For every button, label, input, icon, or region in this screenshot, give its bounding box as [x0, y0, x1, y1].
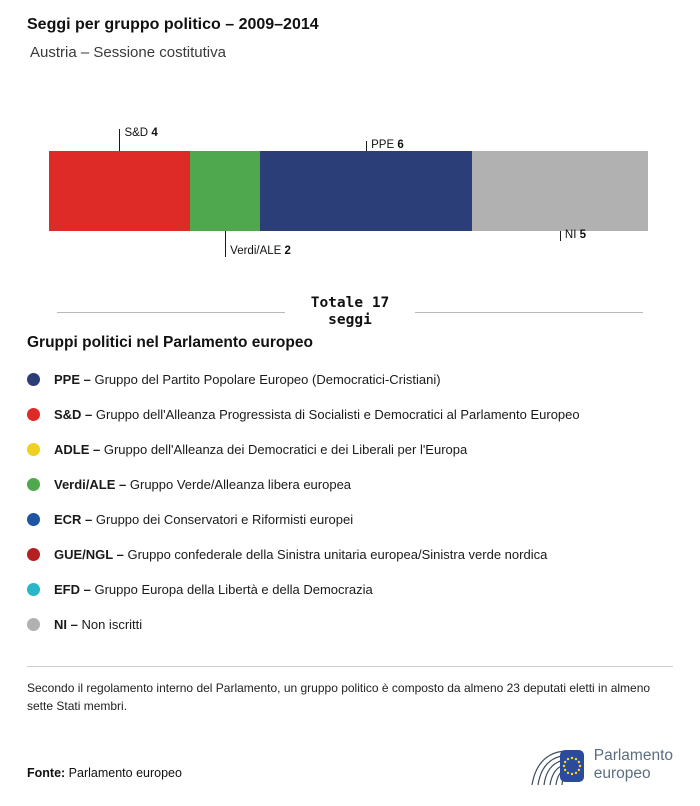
legend-label-ni: NI – Non iscritti [54, 616, 143, 632]
ep-hemicycle-icon [531, 744, 585, 786]
logo-wordmark-line1: Parlamento [593, 747, 673, 765]
legend-dot-verdi-ale [27, 478, 40, 491]
total-seats-line1: Totale 17 [310, 295, 390, 311]
seat-chart [49, 121, 648, 267]
legend-item-adle [27, 442, 673, 457]
bar-segment-verdi-ale[interactable] [190, 151, 260, 231]
legend-heading: Gruppi politici nel Parlamento europeo [27, 333, 313, 351]
bar-label-ni: NI 5 [564, 229, 587, 241]
legend-dot-ppe [27, 373, 40, 386]
callout-tick-ni [560, 231, 561, 241]
legend-item-s-d [27, 407, 673, 422]
legend-item-ecr [27, 512, 673, 527]
legend-item-ni [27, 617, 673, 632]
legend-item-ppe [27, 372, 673, 387]
bar-segment-ni[interactable] [472, 151, 648, 231]
bar-segment-ppe[interactable] [260, 151, 471, 231]
footnote-text: Secondo il regolamento interno del Parlamento, un gruppo politico è composto da almeno 23 deputati eletti in almeno sette Stati membri. [27, 680, 651, 714]
legend-label-efd: EFD – Gruppo Europa della Libertà e della Democrazia [54, 581, 373, 597]
legend-label-verdi-ale: Verdi/ALE – Gruppo Verde/Alleanza libera europea [54, 476, 352, 492]
source-value: Parlamento europeo [68, 765, 182, 780]
legend-dot-ni [27, 618, 40, 631]
total-seats-caption [285, 295, 416, 330]
total-seats-line2: seggi [328, 312, 372, 329]
legend-label-s-d: S&D – Gruppo dell'Alleanza Progressista di Socialisti e Democratici al Parlamento Europeo [54, 406, 580, 422]
page-subtitle: Austria – Sessione costitutiva [30, 44, 226, 61]
source-label: Fonte: [27, 765, 66, 780]
legend-label-ecr: ECR – Gruppo dei Conservatori e Riformisti europei [54, 511, 354, 527]
legend-item-gue-ngl [27, 547, 673, 562]
page-title: Seggi per gruppo politico – 2009–2014 [27, 16, 319, 33]
legend-list [27, 372, 673, 632]
legend-item-efd [27, 582, 673, 597]
footnote-divider [27, 666, 673, 667]
legend-dot-adle [27, 443, 40, 456]
divider-line-left [57, 312, 285, 313]
footer-row [27, 744, 673, 786]
callout-tick-s-d [119, 129, 120, 151]
legend-dot-s-d [27, 408, 40, 421]
legend-dot-efd [27, 583, 40, 596]
callout-tick-verdi-ale [225, 231, 226, 257]
bar-segment-s-d[interactable] [49, 151, 190, 231]
source-line [27, 766, 182, 786]
total-divider [57, 295, 643, 330]
legend-label-gue-ngl: GUE/NGL – Gruppo confederale della Sinistra unitaria europea/Sinistra verde nordica [54, 546, 548, 562]
legend-dot-ecr [27, 513, 40, 526]
logo-wordmark-line2: europeo [593, 764, 651, 782]
divider-line-right [415, 312, 643, 313]
legend-dot-gue-ngl [27, 548, 40, 561]
logo-wordmark [594, 747, 673, 783]
bar-label-ppe: PPE 6 [371, 139, 404, 151]
callout-tick-ppe [366, 141, 367, 151]
legend-label-ppe: PPE – Gruppo del Partito Popolare Europeo (Democratici-Cristiani) [54, 371, 441, 387]
european-parliament-logo [531, 744, 673, 786]
legend-item-verdi-ale [27, 477, 673, 492]
legend-label-adle: ADLE – Gruppo dell'Alleanza dei Democratici e dei Liberali per l'Europa [54, 441, 468, 457]
bar-label-s-d: S&D 4 [124, 127, 158, 139]
bar-label-verdi-ale: Verdi/ALE 2 [230, 245, 291, 257]
stacked-bar [49, 151, 648, 231]
